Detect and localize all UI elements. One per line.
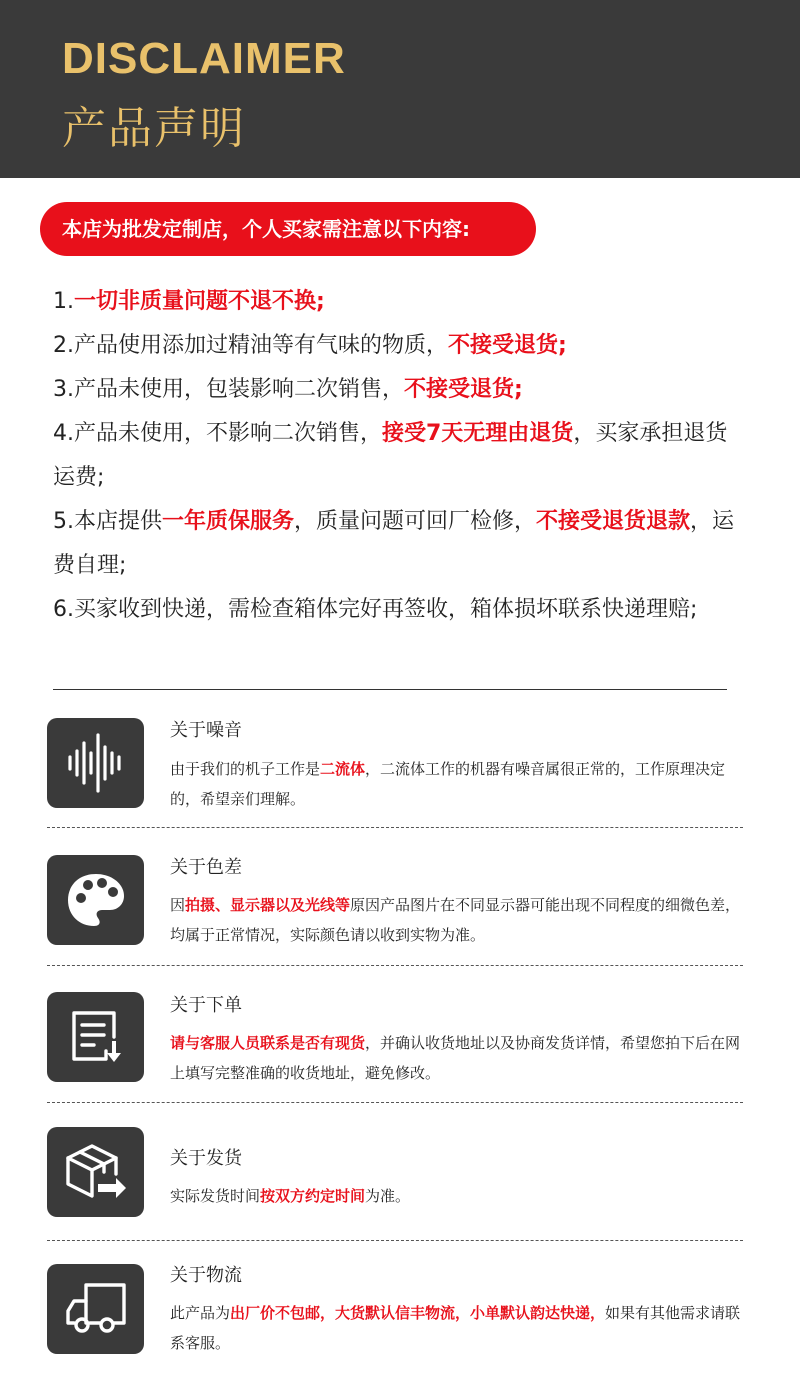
highlight-text: 不接受退货;: [404, 377, 523, 402]
highlight-text: 不接受退货退款: [536, 509, 691, 534]
highlight-text: 请与客服人员联系是否有现货: [170, 1034, 366, 1052]
body-text: 原因产品图片在不同显示器可能出现不同程度的细微色差，均属于正常情况，实际颜色请以收到实物为准。: [170, 896, 741, 944]
body-text: 1.: [53, 289, 74, 314]
body-text: ，买家承担退货运费;: [53, 421, 728, 490]
palette-icon: [47, 855, 144, 945]
notice-pill: 本店为批发定制店，个人买家需注意以下内容:: [40, 202, 536, 256]
body-text: ，运费自理;: [53, 509, 735, 578]
highlight-text: 拍摄、显示器以及光线等: [185, 896, 351, 914]
divider: [53, 689, 727, 690]
delivery-truck-icon: [47, 1264, 144, 1354]
body-text: ，并确认收货地址以及协商发货详情，希望您拍下后在网上填写完整准确的收货地址，避免修改。: [170, 1034, 741, 1082]
body-text: 2.产品使用添加过精油等有气味的物质，: [53, 333, 448, 358]
body-text: 3.产品未使用，包装影响二次销售，: [53, 377, 404, 402]
body-text: ，二流体工作的机器有噪音属很正常的，工作原理决定的，希望亲们理解。: [170, 760, 726, 808]
section-title: 关于下单: [170, 995, 242, 1016]
body-text: ，质量问题可回厂检修，: [294, 509, 537, 534]
dashed-divider: [47, 965, 743, 966]
section-body: [170, 890, 750, 950]
header-title-cn: 产品声明: [62, 103, 246, 154]
body-text: 因: [170, 896, 186, 914]
dashed-divider: [47, 1102, 743, 1103]
rule-item: [53, 324, 743, 368]
highlight-text: 出厂价不包邮，大货默认信丰物流，小单默认韵达快递，: [230, 1304, 606, 1322]
section-body: [170, 1028, 750, 1088]
rule-item: [53, 500, 743, 588]
section-body: [170, 1298, 750, 1358]
highlight-text: 二流体: [320, 760, 366, 778]
section-title: 关于噪音: [170, 720, 242, 741]
section-title: 关于发货: [170, 1148, 242, 1169]
sound-wave-icon: [47, 718, 144, 808]
order-document-icon: [47, 992, 144, 1082]
body-text: 为准。: [365, 1187, 411, 1205]
rules-list: [53, 280, 743, 632]
dashed-divider: [47, 1240, 743, 1241]
highlight-text: 接受7天无理由退货: [382, 421, 574, 446]
rule-item: [53, 588, 743, 632]
highlight-text: 一切非质量问题不退不换;: [74, 289, 325, 314]
shipping-box-icon: [47, 1127, 144, 1217]
section-body: [170, 754, 750, 814]
highlight-text: 按双方约定时间: [260, 1187, 366, 1205]
section-title: 关于色差: [170, 857, 242, 878]
body-text: 如果有其他需求请联系客服。: [170, 1304, 741, 1352]
body-text: 此产品为: [170, 1304, 231, 1322]
highlight-text: 一年质保服务: [162, 509, 295, 534]
rule-item: [53, 412, 743, 500]
header-title-en: DISCLAIMER: [62, 34, 346, 83]
header-banner: [0, 0, 800, 178]
body-text: 由于我们的机子工作是: [170, 760, 321, 778]
section-title: 关于物流: [170, 1265, 242, 1286]
rule-item: [53, 280, 743, 324]
rule-item: [53, 368, 743, 412]
body-text: 4.产品未使用，不影响二次销售，: [53, 421, 382, 446]
body-text: 6.买家收到快递，需检查箱体完好再签收，箱体损坏联系快递理赔;: [53, 597, 698, 622]
body-text: 实际发货时间: [170, 1187, 261, 1205]
dashed-divider: [47, 827, 743, 828]
section-body: [170, 1181, 750, 1211]
body-text: 5.本店提供: [53, 509, 162, 534]
highlight-text: 不接受退货;: [448, 333, 567, 358]
